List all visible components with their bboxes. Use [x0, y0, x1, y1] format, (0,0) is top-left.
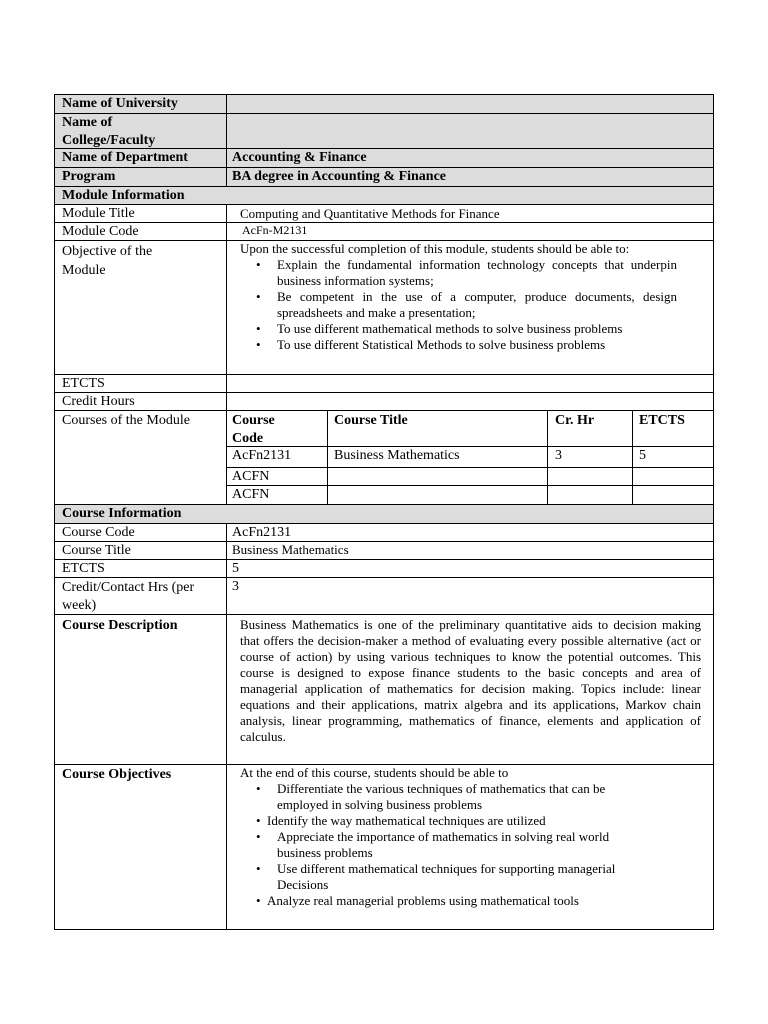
course-objectives-intro: At the end of this course, students should be able to: [240, 765, 509, 780]
module-info-title: Module Information: [62, 188, 185, 203]
module-objective-intro: Upon the successful completion of this module, students should be able to:: [240, 241, 630, 256]
course-code-label: Course Code: [55, 524, 227, 541]
module-objective-item: • To use different Statistical Methods to solve business problems: [240, 337, 677, 353]
course-objective-item: • Identify the way mathematical techniques are utilized: [240, 813, 643, 829]
module-objective-row: [55, 241, 713, 375]
module-etcts-row: [55, 375, 713, 393]
course-objectives-row: [55, 765, 713, 929]
courses-header-crhr: Cr. Hr: [548, 411, 633, 446]
course-info-section: [55, 505, 713, 524]
module-code-label: Module Code: [55, 223, 227, 240]
course-description-text: Business Mathematics is one of the preliminary quantitative aids to decision making that offers the decision-maker a method of evaluating every possible alternative (act or course of action) by using various techniques to know the potential outcomes. This course is designed to expose finance students to the basic concepts and area of managerial application of mathematics for decision making. Topics include: linear equations and their applications, matrix algebra and its applications, Markov chain analysis, linear programming, mathematics of finance, elements and application of calculus.: [240, 617, 701, 744]
college-value: [227, 114, 713, 148]
courses-header-title: Course Title: [328, 411, 548, 446]
course-row-code: ACFN: [227, 486, 328, 505]
course-objective-item: • Differentiate the various techniques of mathematics that can be employed in solving business problems: [240, 781, 643, 813]
courses-table: [227, 411, 713, 504]
program-row: [55, 168, 713, 187]
module-objective-content: [227, 241, 713, 374]
course-row-title: [328, 486, 548, 505]
course-row-crhr: [548, 468, 633, 485]
university-row: [55, 95, 713, 114]
module-objective-item: • Explain the fundamental information technology concepts that underpin business information systems;: [240, 257, 677, 289]
course-contact-row: [55, 578, 713, 615]
course-description-row: [55, 615, 713, 765]
course-row-code: ACFN: [227, 468, 328, 485]
program-label: Program: [55, 168, 227, 186]
module-info-section: [55, 187, 713, 205]
program-value: BA degree in Accounting & Finance: [232, 169, 447, 184]
university-value: [227, 95, 713, 113]
course-info-title: Course Information: [62, 506, 182, 521]
course-title-label: Course Title: [55, 542, 227, 559]
department-label: Name of Department: [55, 149, 227, 167]
module-objective-list: [240, 257, 677, 353]
courses-header-row: [227, 411, 713, 447]
courses-table-row: [227, 486, 713, 505]
course-objectives-label: Course Objectives: [55, 765, 227, 929]
course-etcts-value: 5: [232, 561, 239, 576]
course-code-row: [55, 524, 713, 542]
course-row-crhr: 3: [548, 447, 633, 467]
module-credit-row: [55, 393, 713, 411]
college-label: Name of College/Faculty: [55, 114, 227, 148]
courses-header-code: Course Code: [227, 411, 328, 446]
module-code-value: AcFn-M2131: [242, 223, 308, 237]
course-etcts-row: [55, 560, 713, 578]
course-objectives-content: [227, 765, 713, 929]
module-title-value: Computing and Quantitative Methods for Finance: [240, 206, 500, 221]
module-etcts-value: [227, 375, 713, 392]
course-objectives-list: [240, 781, 643, 909]
course-objective-item: • Appreciate the importance of mathematics in solving real world business problems: [240, 829, 643, 861]
module-code-row: [55, 223, 713, 241]
module-title-label: Module Title: [55, 205, 227, 222]
course-row-code: AcFn2131: [227, 447, 328, 467]
module-document: [54, 94, 714, 930]
course-contact-label: Credit/Contact Hrs (per week): [55, 578, 227, 614]
department-row: [55, 149, 713, 168]
college-row: [55, 114, 713, 149]
module-objective-item: • Be competent in the use of a computer, produce documents, design spreadsheets and make a presentation;: [240, 289, 677, 321]
university-label: Name of University: [55, 95, 227, 113]
courses-table-row: [227, 468, 713, 486]
courses-header-etcts: ETCTS: [639, 413, 685, 428]
course-objective-item: • Use different mathematical techniques for supporting managerial Decisions: [240, 861, 643, 893]
department-value: Accounting & Finance: [232, 150, 367, 165]
course-objective-item: • Analyze real managerial problems using mathematical tools: [240, 893, 643, 909]
course-etcts-label: ETCTS: [55, 560, 227, 577]
module-objective-label: Objective of the Module: [55, 241, 227, 374]
module-courses-row: [55, 411, 713, 505]
course-row-etcts: [633, 468, 713, 485]
course-row-etcts: [633, 486, 713, 505]
course-code-value: AcFn2131: [232, 525, 292, 540]
course-row-title: [328, 468, 548, 485]
course-row-crhr: [548, 486, 633, 505]
module-objective-item: • To use different mathematical methods to solve business problems: [240, 321, 677, 337]
module-etcts-label: ETCTS: [55, 375, 227, 392]
module-credit-value: [227, 393, 713, 410]
module-courses-label: Courses of the Module: [55, 411, 227, 504]
course-description-label: Course Description: [55, 615, 227, 764]
course-title-value: Business Mathematics: [232, 542, 349, 557]
courses-table-row: [227, 447, 713, 468]
course-row-title: Business Mathematics: [328, 447, 548, 467]
course-row-etcts: 5: [639, 448, 646, 463]
module-title-row: [55, 205, 713, 223]
module-credit-label: Credit Hours: [55, 393, 227, 410]
course-contact-value: 3: [232, 579, 239, 594]
course-title-row: [55, 542, 713, 560]
